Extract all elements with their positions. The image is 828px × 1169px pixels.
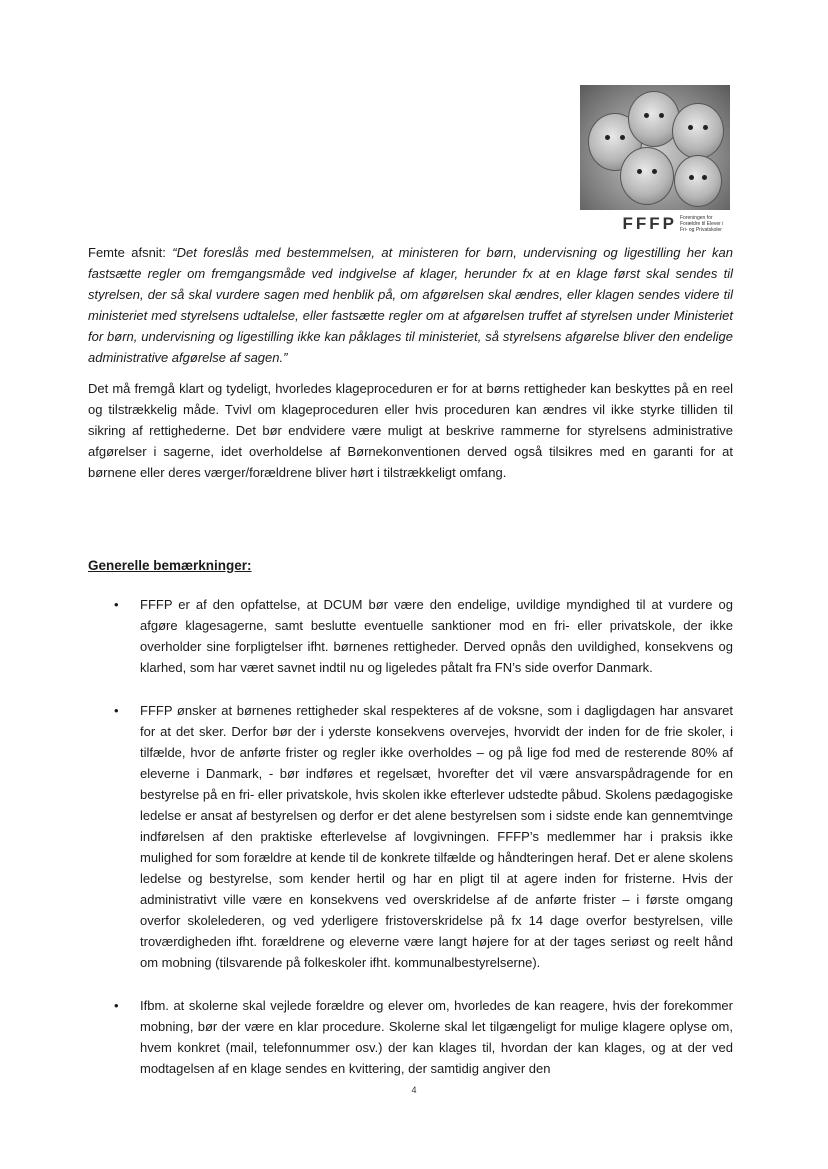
child-face-4 bbox=[620, 147, 674, 205]
logo-subtitle: Foreningen for Forældre til Elever i Fri- og Privatskoler bbox=[680, 215, 724, 233]
page-number: 4 bbox=[411, 1085, 417, 1095]
list-item bbox=[88, 700, 733, 973]
quote-paragraph bbox=[88, 242, 733, 368]
remarks-list bbox=[88, 594, 733, 1079]
list-item bbox=[88, 995, 733, 1079]
children-photo bbox=[580, 85, 730, 210]
document-body bbox=[88, 242, 733, 1101]
child-face-5 bbox=[674, 155, 722, 207]
quoted-text: “Det foreslås med bestemmelsen, at ministeren for børn, undervisning og ligestilling her kan fastsætte regler om fremgangsmåde ved indgivelse af klager, herunder fx at en klage først skal sendes til styrelsen, der så skal vurdere sagen med henblik på, om afgørelsen skal ændres, eller klagen sendes videre til ministeriet med styrelsens udtalelse, eller fastsætte regler om at afgørelsen truffet af styrelsen under Ministeriet for børn, undervisning og ligestilling ikke kan påklages til ministeriet, så styrelsens afgørelse bliver den endelige administrative afgørelse af sagen.” bbox=[88, 245, 734, 365]
complaint-procedure-paragraph: Det må fremgå klart og tydeligt, hvorledes klageproceduren er for at børns rettigheder kan beskyttes på en reel og tilstrækkelig måde. Tvivl om klageproceduren eller hvis proceduren kan ændres vil ikke styrke tilliden til sikring af rettighederne. Det bør endvidere være muligt at beskrive rammerne for styrelsens administrative afgørelser i sagerne, idet overholdelse af Børnekonventionen derved også tilsikres med en garanti for at børnene eller deres værger/forældrene bliver hørt i tilstrækkeligt omfang. bbox=[88, 381, 733, 480]
ffp-logo bbox=[580, 85, 732, 234]
list-item-text: FFFP er af den opfattelse, at DCUM bør være den endelige, uvildige myndighed til at vurdere og afgøre klagesagerne, samt beslutte eventuelle sanktioner mod en fri- eller privatskole, der ikke overholder sine forpligtelser ifht. børnenes rettigheder. Derved opnås den uvildighed, konsekvens og klarhed, som har været savnet indtil nu og ligeledes påtalt fra FN’s side overfor Danmark. bbox=[140, 597, 733, 675]
logo-caption bbox=[580, 214, 732, 234]
child-face-3 bbox=[672, 103, 724, 159]
bullet-icon: • bbox=[114, 597, 119, 612]
list-item-text: FFFP ønsker at børnenes rettigheder skal respekteres af de voksne, som i dagligdagen har ansvaret for at det sker. Derfor bør der i yderste konsekvens overvejes, hvorvidt der inden for de frie skoler, i tilfælde, hvor de anførte frister og regler ikke overholdes – og på lige fod med de resterende 80% af eleverne i Danmark, - bør indføres et regelsæt, hvorefter det vil være ansvarspådragende for en bestyrelse på en fri- eller privatskole, hvis skolen ikke efterlever udstedte påbud. Skolens pædagogiske ledelse er ansat af bestyrelsen og derfor er det alene bestyrelsen som i sidste ende kan gennemtvinge indførelsen af den praktiske efterlevelse af lovgivningen. FFFP’s medlemmer har i praksis ikke mulighed for som forældre at kende til de konkrete tilfælde og håndteringen heraf. Det er alene skolens ledelse og bestyrelse, som kender hertil og har en pligt til at agere inden for fristerne. Hvis der administrativt ville være en konsekvens ved overskridelse af de anførte frister – i første omgang overfor skolelederen, og ved yderligere fristoverskridelse på fx 14 dage overfor bestyrelsen, ville troværdigheden ifht. forældrene og eleverne være langt højere for at der tages seriøst og reelt hånd om mobning (tilsvarende på folkeskoler ifht. kommunalbestyrelserne). bbox=[140, 703, 733, 970]
list-item bbox=[88, 594, 733, 678]
list-item-text: Ifbm. at skolerne skal vejlede forældre og elever om, hvorledes de kan reagere, hvis der forekommer mobning, bør der være en klar procedure. Skolerne skal let tilgængeligt for mulige klagere oplyse om, hvem konkret (mail, telefonnummer osv.) der kan klages til, hvordan der kan klages, og at der ved modtagelsen af en klage sendes en kvittering, der samtidig angiver den bbox=[140, 998, 733, 1076]
bullet-icon: • bbox=[114, 703, 119, 718]
logo-letters: FFFP bbox=[622, 214, 677, 233]
intro-label: Femte afsnit: bbox=[88, 245, 173, 260]
bullet-icon: • bbox=[114, 998, 119, 1013]
section-heading: Generelle bemærkninger: bbox=[88, 558, 252, 573]
